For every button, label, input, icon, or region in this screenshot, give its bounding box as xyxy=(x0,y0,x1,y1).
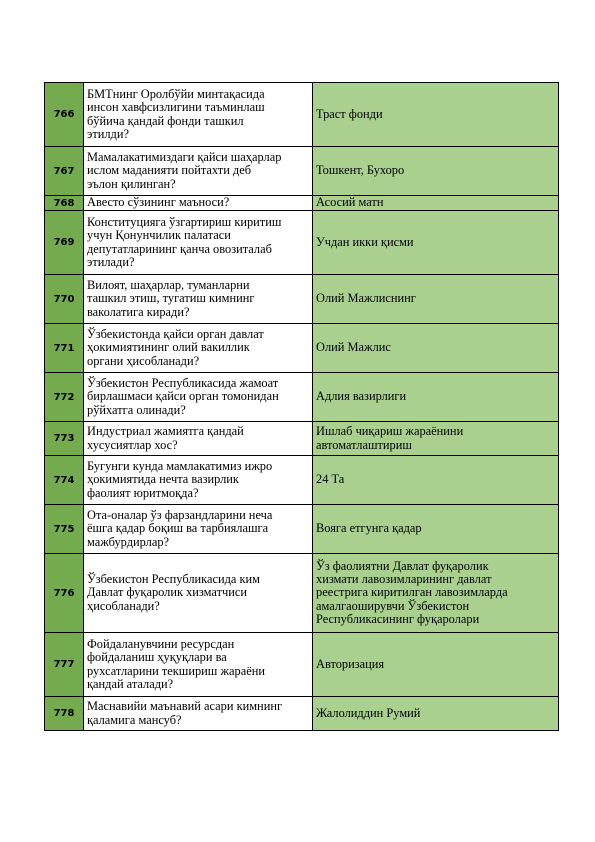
answer-text: Олий Мажлис xyxy=(313,324,559,373)
answer-text: Асосий матн xyxy=(313,196,559,211)
question-text: Ота-оналар ўз фарзандларини неча ёшга қадар боқиш ва тарбиялашга мажбурдирлар? xyxy=(84,505,313,554)
table-row xyxy=(45,211,559,275)
question-text: Ўзбекистонда қайси орган давлат ҳокимиятининг олий вакиллик органи ҳисобланади? xyxy=(84,324,313,373)
question-text: Конституцияга ўзгартириш киритиш учун Қонунчилик палатаси депутатларининг қанча овозиталаб этилади? xyxy=(84,211,313,275)
table-row xyxy=(45,505,559,554)
question-number: 778 xyxy=(45,697,84,731)
answer-text: Ишлаб чиқариш жараёнини автоматлаштириш xyxy=(313,422,559,456)
table-row xyxy=(45,147,559,196)
table-row xyxy=(45,373,559,422)
table-row xyxy=(45,324,559,373)
question-number: 774 xyxy=(45,456,84,505)
question-text: Маснавийи маънавий асари кимнинг қаламига мансуб? xyxy=(84,697,313,731)
answer-text: Вояга етгунга қадар xyxy=(313,505,559,554)
question-number: 777 xyxy=(45,633,84,697)
answer-text: Ўз фаолиятни Давлат фуқаролик хизмати лавозимларининг давлат реестрига киритилган лавозимларда амалгаоширувчи Ўзбекистон Республикасининг фуқаролари xyxy=(313,554,559,633)
question-number: 770 xyxy=(45,275,84,324)
table-row xyxy=(45,697,559,731)
qa-table-body xyxy=(45,83,559,731)
answer-text: Жалолиддин Румий xyxy=(313,697,559,731)
question-number: 771 xyxy=(45,324,84,373)
table-row xyxy=(45,275,559,324)
answer-text: Учдан икки қисми xyxy=(313,211,559,275)
table-row xyxy=(45,422,559,456)
table-row xyxy=(45,633,559,697)
question-text: Ўзбекистон Республикасида жамоат бирлашмаси қайси орган томонидан рўйхатга олинади? xyxy=(84,373,313,422)
question-text: Авесто сўзининг маъноси? xyxy=(84,196,313,211)
question-number: 766 xyxy=(45,83,84,147)
answer-text: Олий Мажлиснинг xyxy=(313,275,559,324)
answer-text: 24 Та xyxy=(313,456,559,505)
answer-text: Траст фонди xyxy=(313,83,559,147)
question-number: 767 xyxy=(45,147,84,196)
question-text: Мамалакатимиздаги қайси шаҳарлар ислом маданияти пойтахти деб эълон қилинган? xyxy=(84,147,313,196)
answer-text: Авторизация xyxy=(313,633,559,697)
question-text: Вилоят, шаҳарлар, туманларни ташкил этиш, тугатиш кимнинг ваколатига киради? xyxy=(84,275,313,324)
question-number: 776 xyxy=(45,554,84,633)
table-row xyxy=(45,554,559,633)
answer-text: Тошкент, Бухоро xyxy=(313,147,559,196)
question-number: 772 xyxy=(45,373,84,422)
question-number: 769 xyxy=(45,211,84,275)
table-row xyxy=(45,456,559,505)
question-text: Ўзбекистон Республикасида ким Давлат фуқаролик хизматчиси ҳисобланади? xyxy=(84,554,313,633)
question-number: 773 xyxy=(45,422,84,456)
qa-table xyxy=(44,82,559,731)
table-row xyxy=(45,83,559,147)
question-text: Индустриал жамиятга қандай хусусиятлар хос? xyxy=(84,422,313,456)
answer-text: Адлия вазирлиги xyxy=(313,373,559,422)
question-text: Бугунги кунда мамлакатимиз ижро ҳокимиятида нечта вазирлик фаолият юритмоқда? xyxy=(84,456,313,505)
question-number: 775 xyxy=(45,505,84,554)
table-row xyxy=(45,196,559,211)
question-text: БМТнинг Оролбўйи минтақасида инсон хавфсизлигини таъминлаш бўйича қандай фонди ташкил этилди? xyxy=(84,83,313,147)
question-number: 768 xyxy=(45,196,84,211)
question-text: Фойдаланувчини ресурсдан фойдаланиш ҳуқуқлари ва рухсатларини текшириш жараёни қандай аталади? xyxy=(84,633,313,697)
